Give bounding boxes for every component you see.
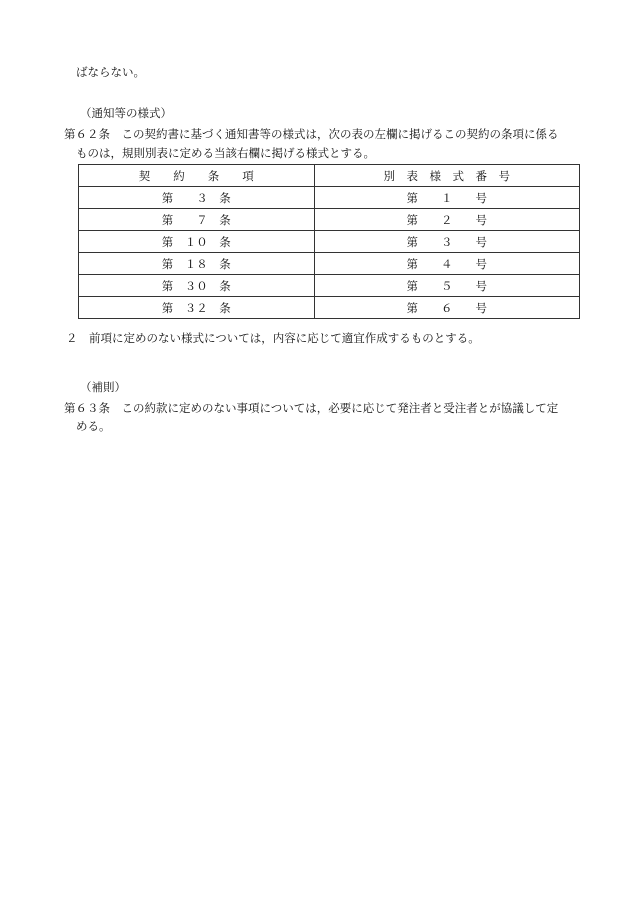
- article-62-text-line1: 第６２条 この契約書に基づく通知書等の様式は，次の表の左欄に掲げるこの契約の条項に係る: [64, 127, 559, 141]
- table-row: [79, 275, 580, 297]
- table-row: [79, 297, 580, 319]
- form-number-cell: 第 １ 号: [314, 187, 579, 209]
- form-number-cell: 第 ２ 号: [314, 209, 579, 231]
- article-62-text-line2: ものは，規則別表に定める当該右欄に掲げる様式とする。: [76, 146, 375, 160]
- table-header-row: [79, 165, 580, 187]
- article-62-caption: （通知等の様式）: [80, 106, 172, 120]
- form-number-cell: 第 ６ 号: [314, 297, 579, 319]
- clause-cell: 第 ３０ 条: [79, 275, 315, 297]
- clause-cell: 第 ７ 条: [79, 209, 315, 231]
- article-63-text-line1: 第６３条 この約款に定めのない事項については，必要に応じて発注者と受注者とが協議して定: [64, 401, 559, 415]
- clause-cell: 第 ３ 条: [79, 187, 315, 209]
- clause-cell: 第 １８ 条: [79, 253, 315, 275]
- article-62-paragraph-2: ２ 前項に定めのない様式については，内容に応じて適宜作成するものとする。: [66, 331, 480, 345]
- header-contract-clause: 契 約 条 項: [79, 165, 315, 187]
- header-form-number: 別 表 様 式 番 号: [314, 165, 579, 187]
- form-number-cell: 第 ３ 号: [314, 231, 579, 253]
- clause-cell: 第 ３２ 条: [79, 297, 315, 319]
- article-63-text-line2: める。: [76, 419, 111, 433]
- form-number-cell: 第 ４ 号: [314, 253, 579, 275]
- clause-cell: 第 １０ 条: [79, 231, 315, 253]
- table-row: [79, 231, 580, 253]
- form-number-cell: 第 ５ 号: [314, 275, 579, 297]
- table-row: [79, 253, 580, 275]
- article-63-caption: （補則）: [80, 380, 126, 394]
- notification-form-table: [78, 164, 580, 319]
- table-row: [79, 187, 580, 209]
- table-row: [79, 209, 580, 231]
- continuation-text: ばならない。: [76, 65, 145, 79]
